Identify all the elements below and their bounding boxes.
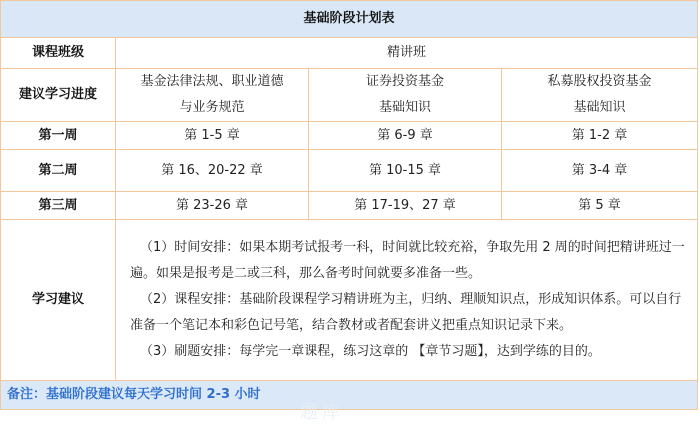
- week-cell: 第 6-9 章: [309, 122, 502, 150]
- advice-row: [1, 220, 698, 381]
- week-cell: 第 23-26 章: [116, 192, 309, 220]
- week-label: 第二周: [1, 150, 116, 192]
- week-cell: 第 5 章: [502, 192, 698, 220]
- progress-row: [1, 69, 698, 122]
- course-row: [1, 38, 698, 69]
- advice-item-practice: （3）刷题安排：每学完一章课程，练习这章的 【章节习题】，达到学练的目的。: [140, 344, 601, 359]
- week-row: [1, 192, 698, 220]
- title-row: [1, 1, 698, 38]
- subject-law: [116, 69, 309, 122]
- week-cell: 第 10-15 章: [309, 150, 502, 192]
- advice-content: [116, 220, 698, 381]
- week-row: [1, 122, 698, 150]
- note-text: 备注：基础阶段建议每天学习时间 2-3 小时: [1, 381, 698, 410]
- table-title: 基础阶段计划表: [1, 1, 698, 38]
- week-cell: 第 16、20-22 章: [116, 150, 309, 192]
- week-label: 第三周: [1, 192, 116, 220]
- subject-law-line2: 与业务规范: [179, 100, 245, 115]
- week-cell: 第 1-5 章: [116, 122, 309, 150]
- week-cell: 第 3-4 章: [502, 150, 698, 192]
- course-value: 精讲班: [116, 38, 698, 69]
- week-label: 第一周: [1, 122, 116, 150]
- subject-securities-line2: 基础知识: [378, 100, 431, 115]
- week-cell: 第 17-19、27 章: [309, 192, 502, 220]
- watermark: 题库: [300, 402, 344, 423]
- subject-law-line1: 基金法律法规、职业道德: [140, 74, 284, 89]
- subject-private-equity-line1: 私募股权投资基金: [547, 74, 652, 89]
- week-row: [1, 150, 698, 192]
- subject-private-equity-line2: 基础知识: [573, 100, 626, 115]
- course-label: 课程班级: [1, 38, 116, 69]
- subject-private-equity: [502, 69, 698, 122]
- advice-item-course: （2）课程安排：基础阶段课程学习精讲班为主，归纳、理顺知识点，形成知识体系。可以自行准备一个笔记本和彩色记号笔，结合教材或者配套讲义把重点知识记录下来。: [130, 292, 682, 333]
- advice-label: 学习建议: [1, 220, 116, 381]
- advice-item-time: （1）时间安排：如果本期考试报考一科，时间就比较充裕，争取先用 2 周的时间把精讲班过一遍。如果是报考是二或三科，那么备考时间就要多准备一些。: [130, 240, 685, 281]
- note-row: [1, 381, 698, 410]
- progress-label: 建议学习进度: [1, 69, 116, 122]
- subject-securities: [309, 69, 502, 122]
- week-cell: 第 1-2 章: [502, 122, 698, 150]
- subject-securities-line1: 证券投资基金: [365, 74, 444, 89]
